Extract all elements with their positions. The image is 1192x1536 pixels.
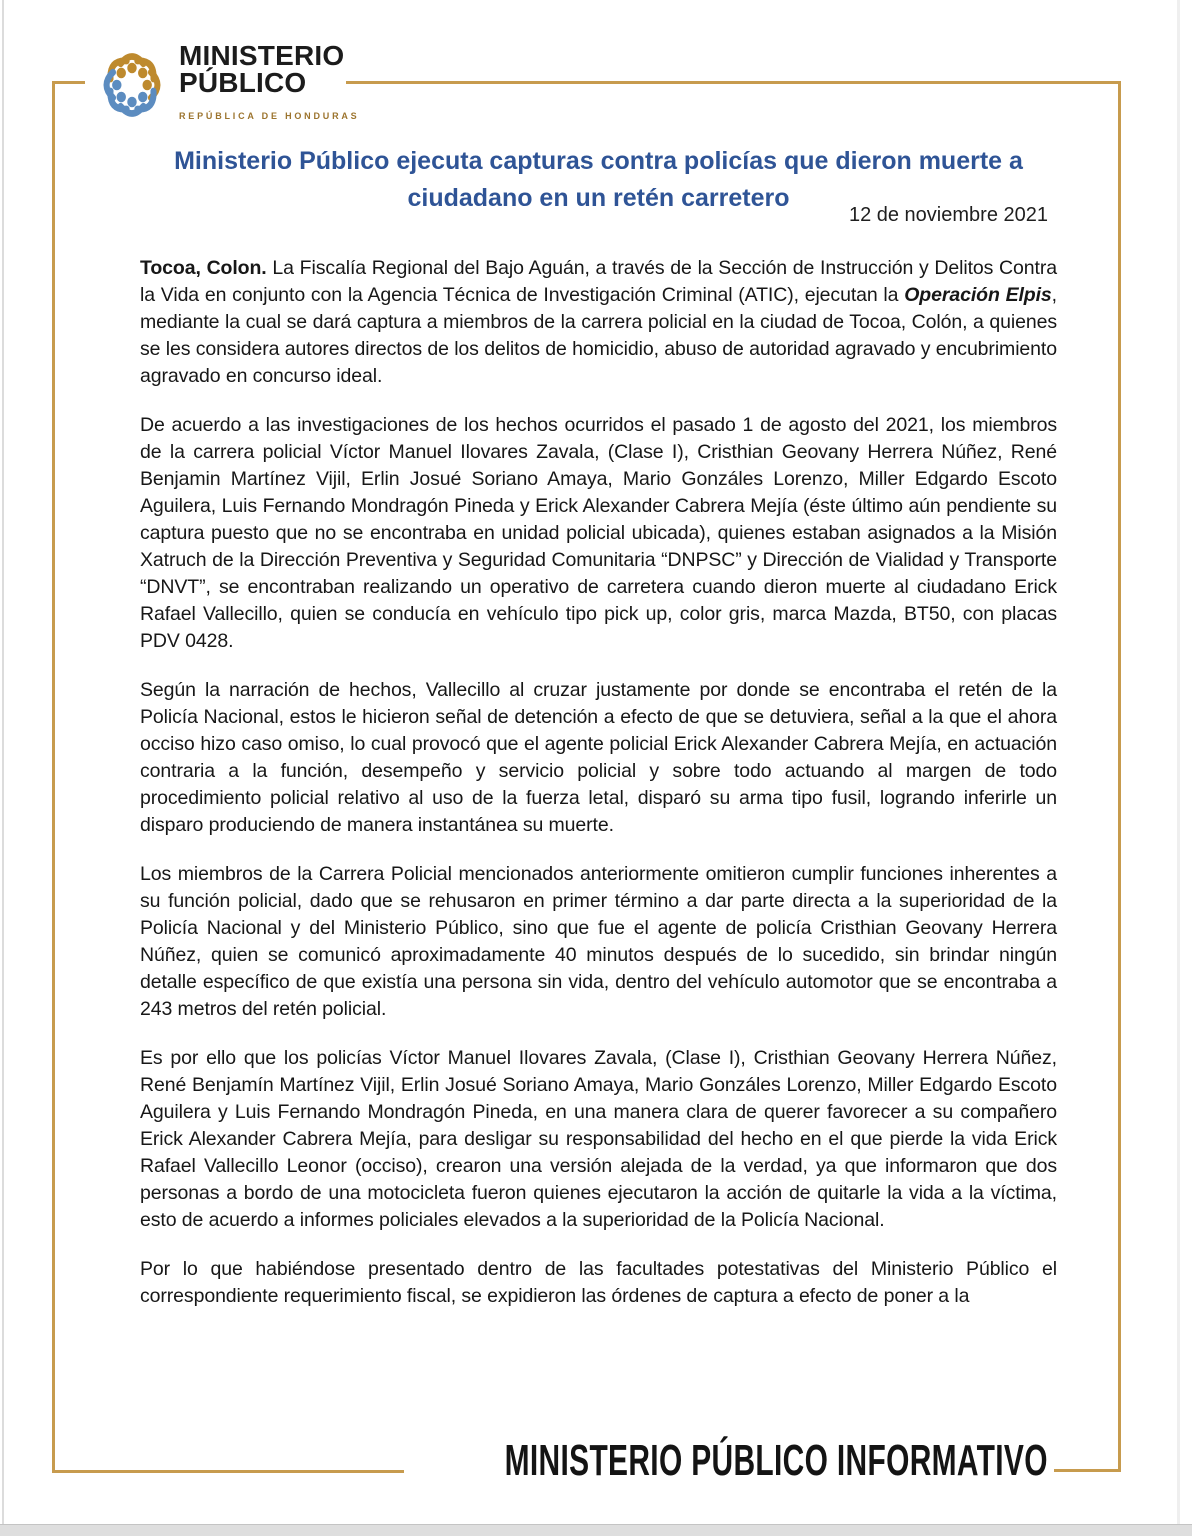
frame-top-line [346, 81, 1121, 84]
logo-wordmark [179, 42, 359, 130]
frame-bottom-line [52, 1470, 404, 1473]
logo-org-line2: PÚBLICO [179, 67, 307, 98]
paragraph-1 [140, 255, 1057, 390]
frame-right-line [1118, 81, 1121, 1471]
logo-subtitle: REPÚBLICA DE HONDURAS [179, 111, 360, 121]
paragraph-1-text-a: La Fiscalía Regional del Bajo Aguán, a través de la Sección de Instrucción y Delitos Contra la Vida en conjunto con la Agencia Técnica de Investigación Criminal (ATIC), ejecutan la [140, 257, 1057, 306]
frame-bottom-right-segment [1054, 1469, 1121, 1472]
logo-org-line1: MINISTERIO [179, 40, 345, 71]
page-left-edge [2, 0, 4, 1536]
document-title-line2: ciudadano en un retén carretero [407, 184, 790, 212]
page-bottom-edge [0, 1524, 1192, 1536]
document-title-line1: Ministerio Público ejecuta capturas contra policías que dieron muerte a [174, 147, 1023, 175]
paragraph-1-text-b: , mediante la cual se dará captura a miembros de la carrera policial en la ciudad de Tocoa, Colón, a quienes se les considera autores directos de los delitos de homicidio, abuso de autoridad agravado y encubrimiento agravado en concurso ideal. [140, 284, 1057, 387]
paragraph-2: De acuerdo a las investigaciones de los hechos ocurridos el pasado 1 de agosto del 2021, los miembros de la carrera policial Víctor Manuel Ilovares Zavala, (Clase I), Cristhian Geovany Herrera Núñez, René Benjamin Martínez Vijil, Erlin Josué Soriano Amaya, Mario Gonzáles Lorenzo, Miller Edgardo Escoto Aguilera, Luis Fernando Mondragón Pineda y Erick Alexander Cabrera Mejía (éste último aún pendiente su captura puesto que no se encontraba en unidad policial ubicada), quienes estaban asignados a la Misión Xatruch de la Dirección Preventiva y Seguridad Comunitaria “DNPSC” y Dirección de Vialidad y Transporte “DNVT”, se encontraban realizando un operativo de carretera cuando dieron muerte al ciudadano Erick Rafael Vallecillo, quien se conducía en vehículo tipo pick up, color gris, marca Mazda, BT50, con placas PDV 0428. [140, 414, 1057, 652]
document-date: 12 de noviembre 2021 [848, 204, 1048, 226]
paragraph-4: Los miembros de la Carrera Policial mencionados anteriormente omitieron cumplir funciones inherentes a su función policial, dado que se rehusaron en primer término a dar parte directa a la superioridad de la Policía Nacional y del Ministerio Público, sino que fue el agente de policía Cristhian Geovany Herrera Núñez, quien se comunicó aproximadamente 40 minutos después de lo sucedido, sin brindar ningún detalle específico de que existía una persona sin vida, dentro del vehículo automotor que se encontraba a 243 metros del retén policial. [140, 863, 1057, 1020]
frame-top-left-segment [52, 81, 85, 84]
ministerio-publico-logo-icon [94, 42, 170, 128]
paragraph-6: Por lo que habiéndose presentado dentro de las facultades potestativas del Ministerio Público el correspondiente requerimiento fiscal, se expidieron las órdenes de captura a efecto de poner a la [140, 1258, 1057, 1307]
operation-name: Operación Elpis [904, 284, 1052, 306]
paragraph-1-dateline: Tocoa, Colon. [140, 257, 267, 279]
document-body [140, 255, 1057, 1332]
footer-banner: MINISTERIO PÚBLICO INFORMATIVO [504, 1436, 1048, 1485]
paragraph-5: Es por ello que los policías Víctor Manuel Ilovares Zavala, (Clase I), Cristhian Geovany Herrera Núñez, René Benjamín Martínez Vijil, Erlin Josué Soriano Amaya, Mario Gonzáles Lorenzo, Miller Edgardo Escoto Aguilera y Luis Fernando Mondragón Pineda, en una manera clara de querer favorecer a su compañero Erick Alexander Cabrera Mejía, para desligar su responsabilidad del hecho en el que pierde la vida Erick Rafael Vallecillo Leonor (occiso), crearon una versión alejada de la verdad, ya que informaron que dos personas a bordo de una motocicleta fueron quienes ejecutaron la acción de quitarle la vida a la víctima, esto de acuerdo a informes policiales elevados a la superioridad de la Policía Nacional. [140, 1047, 1057, 1231]
paragraph-3: Según la narración de hechos, Vallecillo al cruzar justamente por donde se encontraba el retén de la Policía Nacional, estos le hicieron señal de detención a efecto de que se detuviera, señal a la que el ahora occiso hizo caso omiso, lo cual provocó que el agente policial Erick Alexander Cabrera Mejía, en actuación contraria a la función, desempeño y servicio policial y sobre todo actuando al margen de todo procedimiento policial relativo al uso de la fuerza letal, disparó su arma tipo fusil, logrando inferirle un disparo produciendo de manera instantánea su muerte. [140, 679, 1057, 836]
page-right-edge [1177, 0, 1180, 1536]
frame-left-line [52, 81, 55, 1473]
